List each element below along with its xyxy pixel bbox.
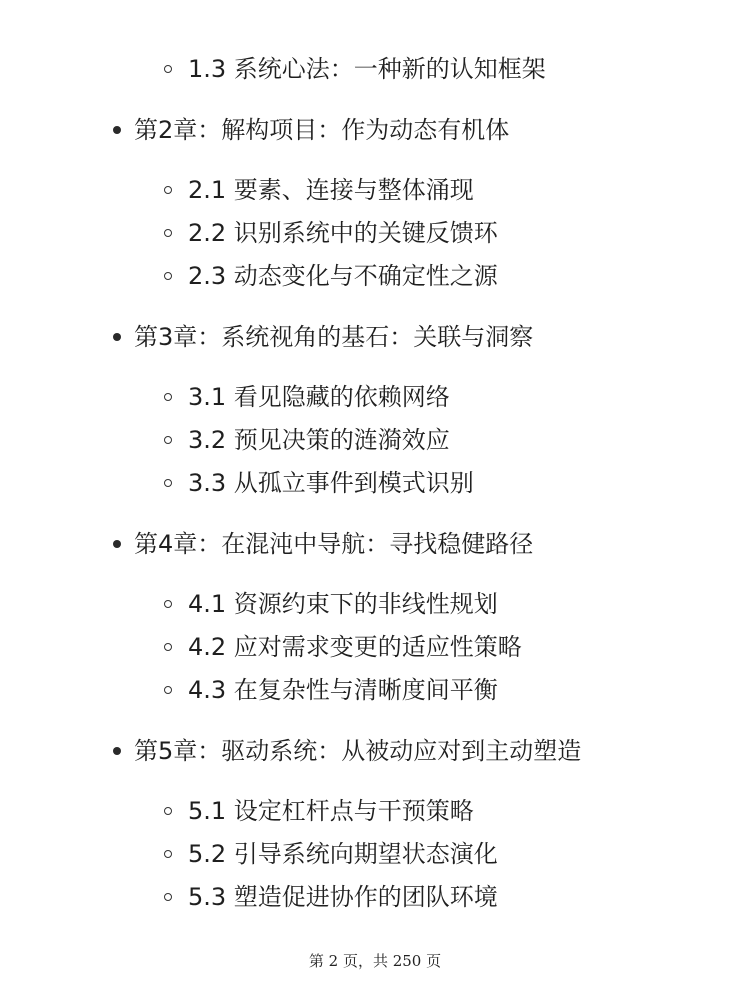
toc-section-3-1 [0,376,750,419]
toc-section-2-2 [0,212,750,255]
toc-section-1-3 [0,48,750,91]
toc-section-label: 2.3 动态变化与不确定性之源 [188,262,498,290]
toc-chapter-title: 第2章：解构项目：作为动态有机体 [134,116,510,144]
filled-bullet-icon [113,540,121,548]
toc-section-5-2 [0,833,750,876]
toc-section-label: 4.3 在复杂性与清晰度间平衡 [188,676,498,704]
hollow-bullet-icon [164,436,172,444]
page-footer [0,950,750,971]
hollow-bullet-icon [164,229,172,237]
toc-section-3-2 [0,419,750,462]
toc-section-label: 2.1 要素、连接与整体涌现 [188,176,474,204]
toc-section-label: 5.1 设定杠杆点与干预策略 [188,797,474,825]
hollow-bullet-icon [164,686,172,694]
toc-section-label: 5.2 引导系统向期望状态演化 [188,840,498,868]
toc-section-label: 4.2 应对需求变更的适应性策略 [188,633,522,661]
toc-section-5-3 [0,876,750,919]
hollow-bullet-icon [164,65,172,73]
page-number: 第 2 页，共 250 页 [308,952,442,970]
toc-chapter-4 [0,519,750,569]
toc-section-2-3 [0,255,750,298]
filled-bullet-icon [113,747,121,755]
table-of-contents [0,48,750,919]
hollow-bullet-icon [164,850,172,858]
hollow-bullet-icon [164,272,172,280]
toc-chapter-title: 第5章：驱动系统：从被动应对到主动塑造 [134,737,582,765]
toc-section-label: 3.1 看见隐藏的依赖网络 [188,383,450,411]
toc-section-4-2 [0,626,750,669]
toc-section-2-1 [0,169,750,212]
toc-section-label: 1.3 系统心法：一种新的认知框架 [188,55,546,83]
hollow-bullet-icon [164,393,172,401]
filled-bullet-icon [113,333,121,341]
toc-chapter-title: 第3章：系统视角的基石：关联与洞察 [134,323,534,351]
toc-section-label: 3.3 从孤立事件到模式识别 [188,469,474,497]
hollow-bullet-icon [164,479,172,487]
hollow-bullet-icon [164,186,172,194]
filled-bullet-icon [113,126,121,134]
hollow-bullet-icon [164,600,172,608]
toc-section-4-3 [0,669,750,712]
toc-section-label: 3.2 预见决策的涟漪效应 [188,426,450,454]
toc-chapter-5 [0,726,750,776]
toc-chapter-title: 第4章：在混沌中导航：寻找稳健路径 [134,530,534,558]
toc-section-label: 2.2 识别系统中的关键反馈环 [188,219,498,247]
toc-section-label: 4.1 资源约束下的非线性规划 [188,590,498,618]
toc-section-label: 5.3 塑造促进协作的团队环境 [188,883,498,911]
toc-section-4-1 [0,583,750,626]
toc-chapter-3 [0,312,750,362]
hollow-bullet-icon [164,807,172,815]
toc-section-3-3 [0,462,750,505]
toc-section-5-1 [0,790,750,833]
hollow-bullet-icon [164,643,172,651]
toc-chapter-2 [0,105,750,155]
hollow-bullet-icon [164,893,172,901]
